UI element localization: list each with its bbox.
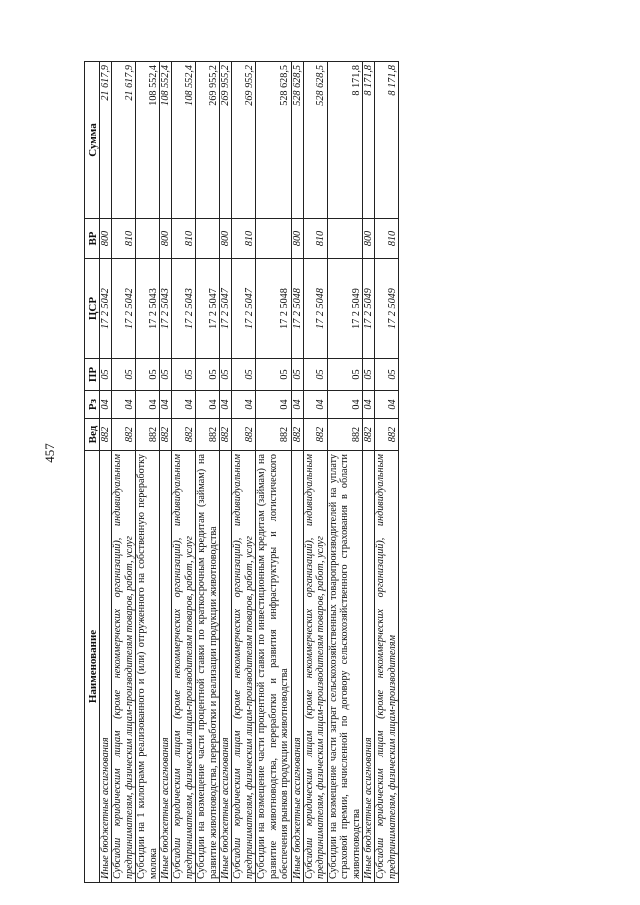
cell-pr: 05 [160, 359, 172, 391]
cell-rz: 04 [112, 391, 136, 419]
table-row [160, 62, 172, 883]
cell-rz: 04 [303, 391, 327, 419]
cell-csr: 17 2 5047 [196, 259, 220, 359]
cell-ved: 882 [291, 419, 303, 451]
cell-vr [256, 219, 291, 259]
cell-sum: 528 628,5 [303, 62, 327, 219]
cell-csr: 17 2 5049 [327, 259, 362, 359]
cell-csr: 17 2 5043 [136, 259, 160, 359]
cell-sum: 21 617,9 [100, 62, 112, 219]
cell-csr: 17 2 5047 [220, 259, 232, 359]
cell-rz: 04 [256, 391, 291, 419]
header-ved: Вед [85, 419, 100, 451]
cell-csr: 17 2 5048 [256, 259, 291, 359]
table-row [327, 62, 362, 883]
cell-csr: 17 2 5048 [303, 259, 327, 359]
cell-ved: 882 [196, 419, 220, 451]
cell-ved: 882 [100, 419, 112, 451]
cell-name: Иные бюджетные ассигнования [160, 451, 172, 883]
cell-vr: 800 [291, 219, 303, 259]
cell-sum: 8 171,8 [362, 62, 374, 219]
header-row [85, 62, 100, 883]
cell-rz: 04 [220, 391, 232, 419]
cell-sum: 108 552,4 [136, 62, 160, 219]
cell-vr [327, 219, 362, 259]
cell-sum: 108 552,4 [172, 62, 196, 219]
cell-pr: 05 [362, 359, 374, 391]
cell-name: Субсидии на возмещение части процентной ставки по инвестиционным кредитам (займам) на развитие животноводства, переработки и развития инфраструктуры и логистического обеспечения рынков продукции животноводства [256, 451, 291, 883]
table-row [256, 62, 291, 883]
cell-name: Субсидии на 1 килограмм реализованного и (или) отгруженного на собственную переработку молока [136, 451, 160, 883]
cell-vr: 810 [375, 219, 399, 259]
cell-ved: 882 [375, 419, 399, 451]
table-row [303, 62, 327, 883]
rotated-page-content [84, 62, 609, 883]
cell-rz: 04 [160, 391, 172, 419]
header-csr: ЦСР [85, 259, 100, 359]
cell-csr: 17 2 5043 [172, 259, 196, 359]
cell-ved: 882 [172, 419, 196, 451]
cell-rz: 04 [362, 391, 374, 419]
cell-name: Субсидии юридическим лицам (кроме некоммерческих организаций), индивидуальным предпринимателям, физическим лицам-производителям товаров, работ, услуг [232, 451, 256, 883]
cell-rz: 04 [291, 391, 303, 419]
table-row [375, 62, 399, 883]
cell-name: Субсидии юридическим лицам (кроме некоммерческих организаций), индивидуальным предпринимателям, физическим лицам-производителям товаров, работ, услуг [172, 451, 196, 883]
header-vr: ВР [85, 219, 100, 259]
cell-ved: 882 [160, 419, 172, 451]
table-row [362, 62, 374, 883]
cell-sum: 269 955,2 [220, 62, 232, 219]
cell-vr: 800 [220, 219, 232, 259]
table-row [172, 62, 196, 883]
table-row [196, 62, 220, 883]
cell-name: Иные бюджетные ассигнования [220, 451, 232, 883]
cell-sum: 8 171,8 [375, 62, 399, 219]
cell-vr [196, 219, 220, 259]
cell-csr: 17 2 5047 [232, 259, 256, 359]
cell-pr: 05 [220, 359, 232, 391]
header-sum: Сумма [85, 62, 100, 219]
cell-sum: 21 617,9 [112, 62, 136, 219]
cell-sum: 108 552,4 [160, 62, 172, 219]
cell-name: Иные бюджетные ассигнования [362, 451, 374, 883]
cell-ved: 882 [220, 419, 232, 451]
header-name: Наименование [85, 451, 100, 883]
cell-pr: 05 [112, 359, 136, 391]
cell-sum: 528 628,5 [256, 62, 291, 219]
cell-vr: 810 [112, 219, 136, 259]
cell-csr: 17 2 5049 [362, 259, 374, 359]
cell-name: Субсидии юридическим лицам (кроме некоммерческих организаций), индивидуальным предпринимателям, физическим лицам-производителям товаров, работ, услуг [112, 451, 136, 883]
cell-vr: 810 [232, 219, 256, 259]
cell-csr: 17 2 5048 [291, 259, 303, 359]
cell-pr: 05 [327, 359, 362, 391]
cell-pr: 05 [172, 359, 196, 391]
cell-ved: 882 [232, 419, 256, 451]
cell-vr [136, 219, 160, 259]
table-row [291, 62, 303, 883]
cell-ved: 882 [362, 419, 374, 451]
cell-csr: 17 2 5042 [100, 259, 112, 359]
cell-sum: 269 955,2 [196, 62, 220, 219]
cell-rz: 04 [232, 391, 256, 419]
table-row [100, 62, 112, 883]
cell-pr: 05 [232, 359, 256, 391]
cell-rz: 04 [100, 391, 112, 419]
cell-vr: 810 [303, 219, 327, 259]
cell-vr: 800 [160, 219, 172, 259]
table-row [112, 62, 136, 883]
cell-name: Субсидии на возмещение части затрат сельскохозяйственных товаропроизводителей на уплату страховой премии, начисленной по договору сельскохозяйственного страхования в области животноводства [327, 451, 362, 883]
cell-ved: 882 [112, 419, 136, 451]
cell-vr: 810 [172, 219, 196, 259]
header-pr: ПР [85, 359, 100, 391]
table-row [220, 62, 232, 883]
cell-pr: 05 [100, 359, 112, 391]
cell-vr: 800 [362, 219, 374, 259]
cell-ved: 882 [303, 419, 327, 451]
cell-pr: 05 [256, 359, 291, 391]
cell-sum: 8 171,8 [327, 62, 362, 219]
page-number [30, 0, 70, 905]
header-rz: Рз [85, 391, 100, 419]
cell-name: Иные бюджетные ассигнования [291, 451, 303, 883]
cell-rz: 04 [375, 391, 399, 419]
cell-csr: 17 2 5049 [375, 259, 399, 359]
cell-csr: 17 2 5043 [160, 259, 172, 359]
cell-rz: 04 [196, 391, 220, 419]
budget-table [84, 61, 399, 883]
cell-sum: 528 628,5 [291, 62, 303, 219]
cell-rz: 04 [172, 391, 196, 419]
cell-name: Субсидии юридическим лицам (кроме некоммерческих организаций), индивидуальным предпринимателям, физическим лицам-производителям товаров, работ, услуг [303, 451, 327, 883]
table-row [136, 62, 160, 883]
table-row [232, 62, 256, 883]
cell-pr: 05 [136, 359, 160, 391]
cell-pr: 05 [303, 359, 327, 391]
cell-name: Субсидии юридическим лицам (кроме некоммерческих организаций), индивидуальным предпринимателям, физическим лицам-производителям [375, 451, 399, 883]
cell-pr: 05 [375, 359, 399, 391]
cell-ved: 882 [327, 419, 362, 451]
cell-rz: 04 [327, 391, 362, 419]
page-number-text: 457 [42, 442, 57, 463]
cell-name: Субсидии на возмещение части процентной ставки по краткосрочным кредитам (займам) на развитие животноводства, переработки и реализации продукции животноводства [196, 451, 220, 883]
cell-name: Иные бюджетные ассигнования [100, 451, 112, 883]
cell-vr: 800 [100, 219, 112, 259]
cell-csr: 17 2 5042 [112, 259, 136, 359]
cell-sum: 269 955,2 [232, 62, 256, 219]
cell-pr: 05 [196, 359, 220, 391]
cell-pr: 05 [291, 359, 303, 391]
cell-ved: 882 [256, 419, 291, 451]
cell-ved: 882 [136, 419, 160, 451]
cell-rz: 04 [136, 391, 160, 419]
